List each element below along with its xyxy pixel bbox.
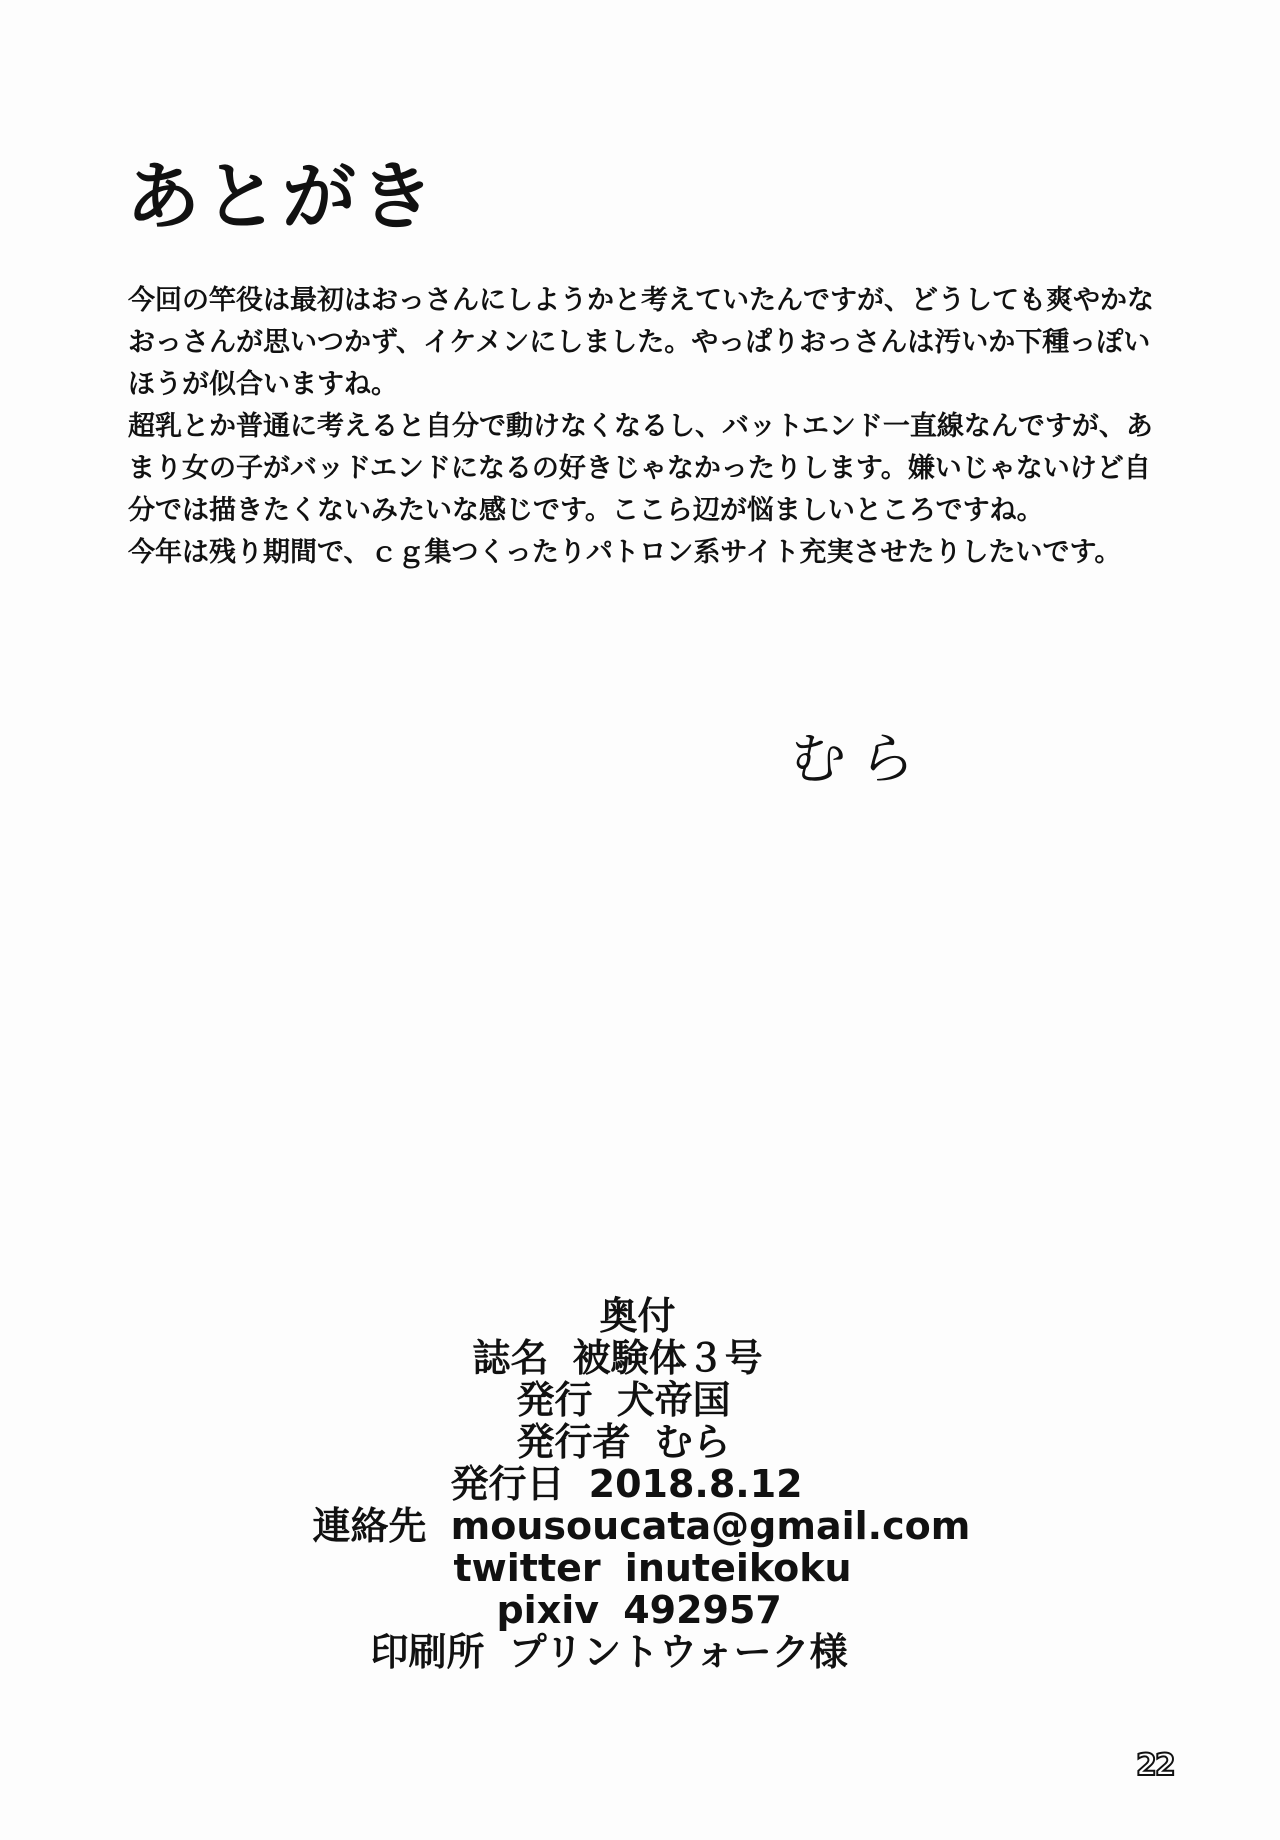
title-label: 誌名 — [472, 1336, 549, 1380]
contact-label: 連絡先 — [312, 1504, 427, 1548]
printer-value: プリントウォーク様 — [508, 1630, 848, 1674]
author-signature: むら — [786, 727, 933, 792]
afterword-paragraph: 今年は残り期間で、ｃｇ集つくったりパトロン系サイト充実させたりしたいです。 — [128, 537, 1122, 568]
date-value: 2018.8.12 — [588, 1462, 803, 1506]
pixiv-value: 492957 — [623, 1588, 782, 1632]
colophon-heading: 奥付 — [599, 1294, 676, 1338]
page-number: 22 — [1136, 1748, 1174, 1783]
twitter-label: twitter — [453, 1546, 601, 1590]
pixiv-label: pixiv — [496, 1588, 600, 1632]
date-label: 発行日 — [450, 1462, 565, 1506]
afterword-paragraph: 今回の竿役は最初はおっさんにしようかと考えていたんですが、どうしても爽やかなおっさんが思いつかず、イケメンにしました。やっぱりおっさんは汚いか下種っぽいほうが似合いますね。 — [128, 285, 1154, 400]
publisher-label: 発行 — [516, 1378, 593, 1422]
author-value: むら — [654, 1420, 731, 1464]
publisher-value: 犬帝国 — [616, 1378, 731, 1422]
colophon-printer-row — [298, 1589, 848, 1715]
afterword-body — [128, 280, 1168, 574]
afterword-paragraph: 超乳とか普通に考えると自分で動けなくなるし、バットエンド一直線なんですが、あまり女の子がバッドエンドになるの好きじゃなかったりします。嫌いじゃないけど自分では描きたくないみたいな感じです。ここら辺が悩ましいところですね。 — [128, 411, 1153, 526]
author-label: 発行者 — [516, 1420, 631, 1464]
contact-value: mousoucata@gmail.com — [450, 1504, 971, 1548]
afterword-title: あとがき — [126, 154, 438, 240]
twitter-value: inuteikoku — [624, 1546, 852, 1590]
title-value: 被験体３号 — [572, 1336, 763, 1380]
printer-label: 印刷所 — [370, 1630, 485, 1674]
